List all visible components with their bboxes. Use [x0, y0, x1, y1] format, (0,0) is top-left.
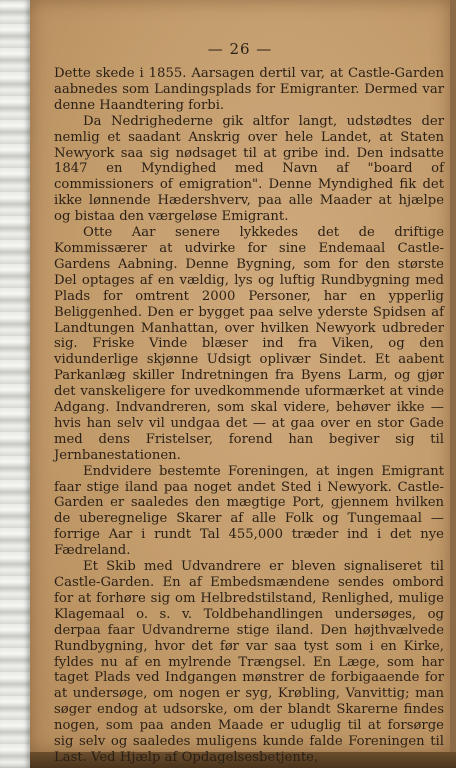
paragraph: Otte Aar senere lykkedes det de driftige Kommissærer at udvirke for sine Endemaal Castle-Gardens Aabning. Denne Bygning, som for den største Del optages af en vældig, lys og luftig Rundbygning med Plads for omtrent 2000 Personer, har en ypperlig Beliggenhed. Den er bygget paa selve yderste Spidsen af Landtungen Manhattan, over hvilken Newyork udbreder sig. Friske Vinde blæser ind fra Viken, og den vidunderlige skjønne Udsigt oplivær Sindet. Et aabent Parkanlæg skiller Indretningen fra Byens Larm, og gjør det vanskeligere for uvedkommende uformærket at vinde Adgang. Indvandreren, som skal videre, behøver ikke — hvis han selv vil undgaa det — at gaa over en stor Gade med dens Fristelser, forend han begiver sig til Jernbanestationen.	[54, 225, 444, 463]
book-page	[30, 0, 450, 765]
body-text	[54, 66, 444, 766]
paragraph: Et Skib med Udvandrere er bleven signaliseret til Castle-Garden. En af Embedsmændene sendes ombord for at forhøre sig om Helbredstilstand, Renlighed, mulige Klagemaal o. s. v. Toldbehandlingen undersøges, og derpaa faar Udvandrerne stige iland. Den højthvælvede Rundbygning, hvor det før var saa tyst som i en Kirke, fyldes nu af en mylrende Trængsel. En Læge, som har taget Plads ved Indgangen mønstrer de forbigaaende for at undersøge, om nogen er syg, Krøbling, Vanvittig; man søger endog at udsorske, om der blandt Skarerne findes nogen, som paa anden Maade er uduglig til at forsørge sig selv og saaledes muligens kunde falde Foreningen til Last. Ved Hjælp af Opdagelsesbetjente,	[54, 559, 444, 765]
paragraph: Endvidere bestemte Foreningen, at ingen Emigrant faar stige iland paa noget andet Sted i Newyork. Castle-Garden er saaledes den mægtige Port, gjennem hvilken de uberegnelige Skarer af alle Folk og Tungemaal — forrige Aar i rundt Tal 455,000 træder ind i det nye Fædreland.	[54, 463, 444, 559]
paragraph: Da Nedrighederne gik altfor langt, udstødtes der nemlig et saadant Anskrig over hele Landet, at Staten Newyork saa sig nødsaget til at gribe ind. Den indsatte 1847 en Myndighed med Navn af "board of commissioners of emigration". Denne Myndighed fik det ikke lønnende Hædershverv, paa alle Maader at hjælpe og bistaa den værgeløse Emigrant.	[54, 113, 444, 225]
paragraph: Dette skede i 1855. Aarsagen dertil var, at Castle-Garden aabnedes som Landingsplads for Emigranter. Dermed var denne Haandtering forbi.	[54, 66, 444, 113]
book-binding	[0, 0, 30, 768]
page-number: — 26 —	[207, 40, 273, 58]
